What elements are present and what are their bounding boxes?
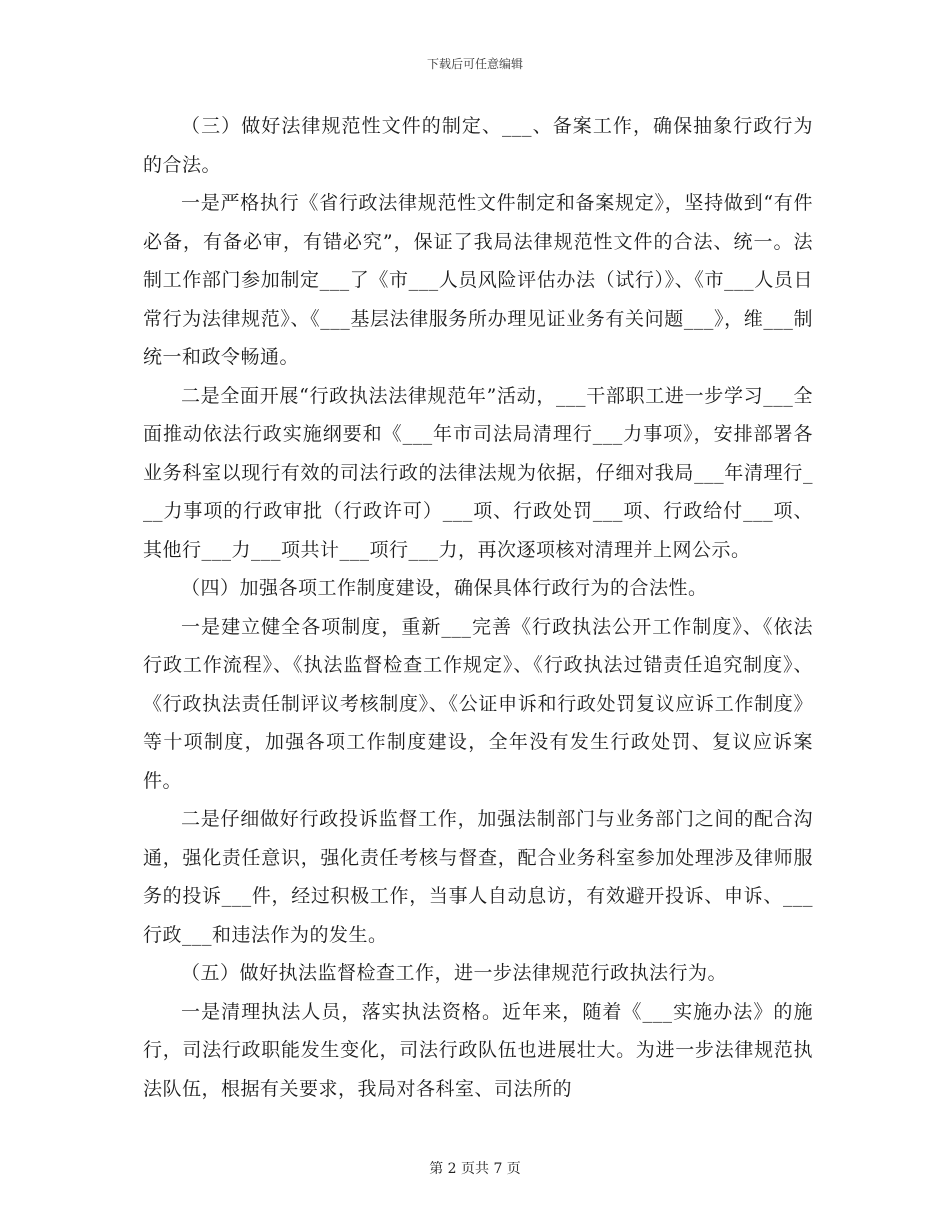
paragraph: 二是仔细做好行政投诉监督工作，加强法制部门与业务部门之间的配合沟通，强化责任意识，强化责任考核与督查，配合业务科室参加处理涉及律师服务的投诉___件，经过积极工作，当事人自动息访，有效避开投诉、申诉、___行政___和违法作为的发生。	[143, 808, 813, 946]
paragraph: 一是严格执行《省行政法律规范性文件制定和备案规定》，坚持做到“有件必备，有备必审，有错必究”，保证了我局法律规范性文件的合法、统一。法制工作部门参加制定___了《市___人员风险评估办法（试行）》、《市___人员日常行为法律规范》、《___基层法律服务所办理见证业务有关问题___》，维___制统一和政令畅通。	[143, 192, 813, 368]
page-number: 第 2 页共 7 页	[429, 1161, 521, 1177]
page-header: 下载后可任意编辑	[426, 57, 523, 71]
document-body	[143, 107, 813, 1108]
paragraph: 二是全面开展“行政执法法律规范年”活动，___干部职工进一步学习___全面推动依法行政实施纲要和《___年市司法局清理行___力事项》，安排部署各业务科室以现行有效的司法行政的法律法规为依据，仔细对我局___年清理行___力事项的行政审批（行政许可）___项、行政处罚___项、行政给付___项、其他行___力___项共计___项行___力，再次逐项核对清理并上网公示。	[143, 384, 813, 561]
paragraph-section-3-heading: （三）做好法律规范性文件的制定、___、备案工作，确保抽象行政行为的合法。	[143, 115, 813, 176]
paragraph-section-5-heading: （五）做好执法监督检查工作，进一步法律规范行政执法行为。	[181, 962, 728, 984]
paragraph: 一是建立健全各项制度，重新___完善《行政执法公开工作制度》、《依法行政工作流程》、《执法监督检查工作规定》、《行政执法过错责任追究制度》、《行政执法责任制评议考核制度》、《公证申诉和行政处罚复议应诉工作制度》等十项制度，加强各项工作制度建设，全年没有发生行政处罚、复议应诉案件。	[143, 615, 813, 792]
paragraph: 一是清理执法人员，落实执法资格。近年来，随着《___实施办法》的施行，司法行政职能发生变化，司法行政队伍也进展壮大。为进一步法律规范执法队伍，根据有关要求，我局对各科室、司法所的	[143, 1000, 813, 1100]
paragraph-section-4-heading: （四）加强各项工作制度建设，确保具体行政行为的合法性。	[181, 577, 708, 599]
